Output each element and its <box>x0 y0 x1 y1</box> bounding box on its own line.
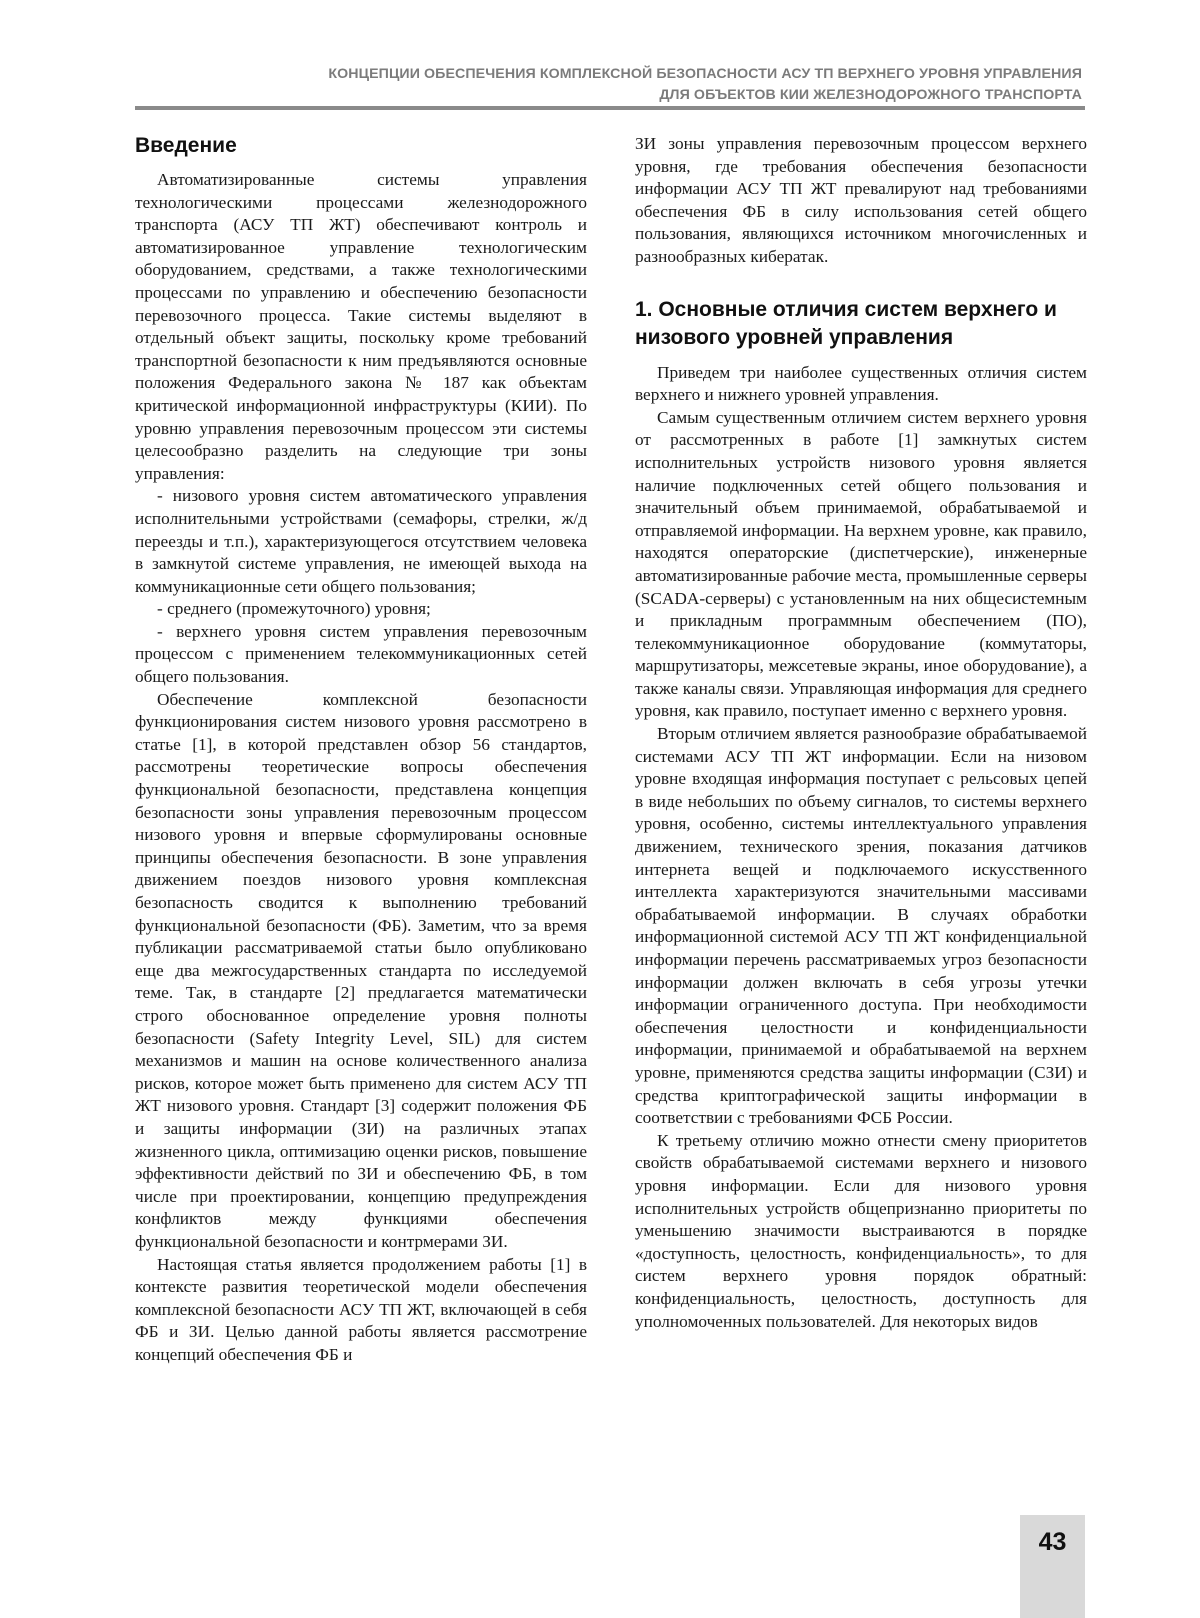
running-head-line-1: КОНЦЕПЦИИ ОБЕСПЕЧЕНИЯ КОМПЛЕКСНОЙ БЕЗОПАСНОСТИ АСУ ТП ВЕРХНЕГО УРОВНЯ УПРАВЛЕНИЯ <box>328 64 1082 85</box>
paragraph: Приведем три наиболее существенных отличия систем верхнего и нижнего уровней управления. <box>635 362 1087 407</box>
paragraph: Настоящая статья является продолжением работы [1] в контексте развития теоретической модели обеспечения комплексной безопасности АСУ ТП ЖТ, включающей в себя ФБ и ЗИ. Целью данной работы является рассмотрение концепций обеспечения ФБ и <box>135 1254 587 1367</box>
paragraph: Обеспечение комплексной безопасности функционирования систем низового уровня рассмотрено в статье [1], в которой представлен обзор 56 стандартов, рассмотрены теоретические вопросы обеспечения функциональной безопасности, представлена концепция безопасности зоны управления перевозочным процессом низового уровня и впервые сформулированы основные принципы обеспечения безопасности. В зоне управления движением поездов низового уровня комплексная безопасность сводится к выполнению требований функциональной безопасности (ФБ). Заметим, что за время публикации рассматриваемой статьи было опубликовано еще два межгосударственных стандарта по исследуемой теме. Так, в стандарте [2] предлагается математически строго обоснованное определение уровня полноты безопасности (Safety Integrity Level, SIL) для систем механизмов и машин на основе количественного анализа рисков, которое может быть применено для систем АСУ ТП ЖТ низового уровня. Стандарт [3] содержит положения ФБ и защиты информации (ЗИ) на различных этапах жизненного цикла, оптимизацию оценки рисков, повышение эффективности действий по ЗИ и обеспечению ФБ, в том числе при проектировании, концепцию предупреждения конфликтов между функциями обеспечения функциональной безопасности и контрмерами ЗИ. <box>135 689 587 1254</box>
list-item: - среднего (промежуточного) уровня; <box>135 598 587 621</box>
paragraph-continuation: ЗИ зоны управления перевозочным процессом верхнего уровня, где требования обеспечения безопасности информации АСУ ТП ЖТ превалируют над требованиями обеспечения ФБ в силу использования сетей общего пользования, являющихся источником многочисленных и разнообразных кибератак. <box>635 133 1087 269</box>
page-number: 43 <box>1020 1528 1085 1557</box>
paragraph: К третьему отличию можно отнести смену приоритетов свойств обрабатываемой системами верхнего и низового уровня информации. Если для низового уровня исполнительных устройств общепризнанно приоритеты по уменьшению значимости выстраиваются в порядке «доступность, целостность, конфиденциальность», то для систем верхнего уровня порядок обратный: конфиденциальность, целостность, доступность для уполномоченных пользователей. Для некоторых видов <box>635 1130 1087 1333</box>
paragraph: Автоматизированные системы управления технологическими процессами железнодорожного транспорта (АСУ ТП ЖТ) обеспечивают контроль и автоматизированное управление технологическим оборудованием, средствами, а также технологическими процессами по управлению и обеспечению безопасности перевозочного процесса. Такие системы выделяют в отдельный объект защиты, поскольку кроме требований транспортной безопасности к ним предъявляются основные положения Федерального закона № 187 как объектам критической информационной инфраструктуры (КИИ). По уровню управления перевозочным процессом эти системы целесообразно разделить на следующие три зоны управления: <box>135 169 587 485</box>
section-heading-1: 1. Основные отличия систем верхнего и низового уровней управления <box>635 296 1087 352</box>
right-column <box>635 133 1087 1333</box>
running-head-line-2: ДЛЯ ОБЪЕКТОВ КИИ ЖЕЛЕЗНОДОРОЖНОГО ТРАНСПОРТА <box>328 85 1082 106</box>
paragraph: Самым существенным отличием систем верхнего уровня от рассмотренных в работе [1] замкнутых систем исполнительных устройств низового уровня является наличие подключенных сетей общего пользования и значительный объем принимаемой, обрабатываемой и отправляемой информации. На верхнем уровне, как правило, находятся операторские (диспетчерские), инженерные автоматизированные рабочие места, промышленные серверы (SCADA-серверы) с установленным на них общесистемным и прикладным программным обеспечением (ПО), телекоммуникационное оборудование (коммутаторы, маршрутизаторы, межсетевые экраны, иное оборудование), а также каналы связи. Управляющая информация для среднего уровня, как правило, поступает именно с верхнего уровня. <box>635 407 1087 723</box>
left-column <box>135 133 587 1366</box>
running-head <box>328 64 1082 106</box>
list-item: - низового уровня систем автоматического управления исполнительными устройствами (семафоры, стрелки, ж/д переезды и т.п.), характеризующегося отсутствием человека в замкнутой системе управления, не имеющей выхода на коммуникационные сети общего пользования; <box>135 485 587 598</box>
paragraph: Вторым отличием является разнообразие обрабатываемой системами АСУ ТП ЖТ информации. Если на низовом уровне входящая информация поступает с рельсовых цепей в виде небольших по объему сигналов, то системы верхнего уровня, особенно, системы интеллектуального управления движением, технического зрения, показания датчиков интернета вещей и подключаемого искусственного интеллекта характеризуются значительными массивами обрабатываемой информации. В случаях обработки информационной системой АСУ ТП ЖТ конфиденциальной информации перечень рассматриваемых угроз безопасности информации должен включать в себя угрозы утечки информации ограниченного доступа. При необходимости обеспечения целостности и конфиденциальности информации, принимаемой и обрабатываемой на верхнем уровне, применяются средства защиты информации (СЗИ) и средства криптографической защиты информации в соответствии с требованиями ФСБ России. <box>635 723 1087 1130</box>
list-item: - верхнего уровня систем управления перевозочным процессом с применением телекоммуникационных сетей общего пользования. <box>135 621 587 689</box>
header-rule <box>135 106 1085 110</box>
section-heading-introduction: Введение <box>135 133 587 159</box>
